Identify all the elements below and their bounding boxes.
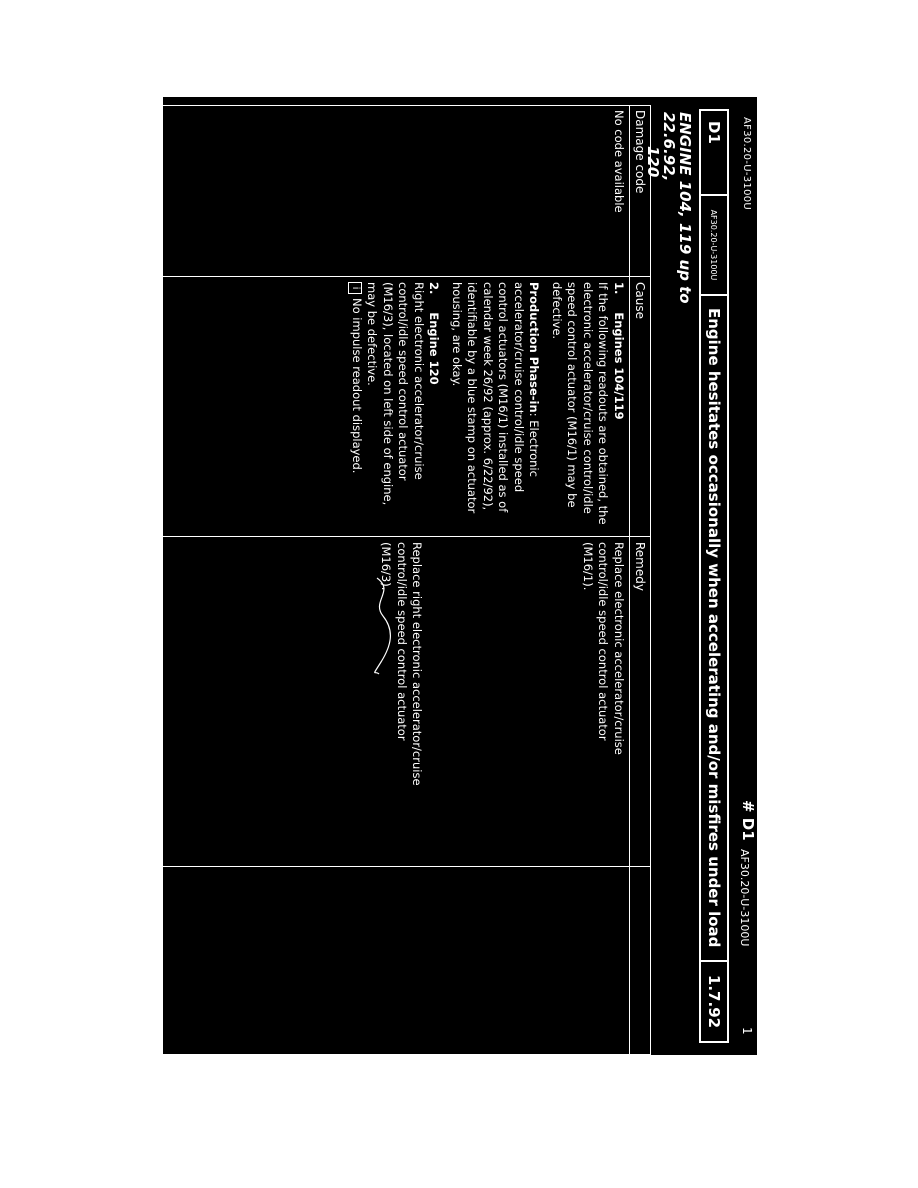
title-bar-date: 1.7.92 [705,974,723,1029]
header-remedy: Remedy [633,542,647,591]
title-bar-id: D1 [701,111,727,196]
top-ref-code: AF30.20-U-3100U [738,849,751,947]
title-bar [699,109,729,1043]
cause-item1-line: electronic accelerator/cruise control/idle [581,282,595,514]
cause-item1-line: speed control actuator (M16/1) may be [565,282,580,508]
production-line [526,282,542,536]
column-divider [163,536,650,537]
cause-cell [348,282,626,536]
rotated-content [163,97,757,1055]
cause-item2-line: (M16/3), located on left side of engine, [381,282,395,506]
remedy-cell [378,542,626,862]
title-bar-ref: AF30.20-U-3100U [701,196,727,296]
header-cause: Cause [633,282,647,319]
remedy-item1-line: control/idle speed control actuator [596,542,611,741]
diagnosis-table [163,105,651,1055]
cause-item2-line: control/idle speed control actuator [396,282,411,481]
info-note-row [348,282,364,536]
header-divider [629,106,630,1054]
cause-item1-title: Engines 104/119 [612,312,626,420]
production-line-text: : Electronic [527,412,542,477]
pen-mark [365,576,405,676]
cause-item2-number: 2. [427,282,442,295]
remedy-item1-line: Replace electronic accelerator/cruise [612,542,626,755]
remedy-item2-line: (M16/3). [379,542,394,591]
scanned-page [163,97,757,1055]
production-line: control actuators (M16/1) installed as of [496,282,511,513]
column-divider [163,276,650,277]
title-bar-title: Engine hesitates occasionally when accelerating and/or misfires under load [701,296,727,962]
info-note-text: No impulse readout displayed. [350,298,364,474]
info-icon: i [348,282,362,294]
engine-heading [645,112,693,352]
production-line: identifiable by a blue stamp on actuator [465,282,480,514]
production-label: Production Phase-in [527,282,542,413]
remedy-spacer [425,542,580,862]
cause-item2-line: may be defective. [365,282,380,386]
production-line: calendar week 26/92 (approx. 6/22/92), [481,282,495,511]
header-damage-code: Damage code [633,110,647,194]
production-line: accelerator/cruise control/idle speed [512,282,526,493]
production-line: housing, are okay. [450,282,464,387]
remedy-item2-line: Replace right electronic accelerator/cruise [410,542,425,786]
cause-item1-number: 1. [612,282,626,295]
cause-item2-heading [426,282,442,536]
cause-item2-title: Engine 120 [427,312,442,385]
cause-item1-line: If the following readouts are obtained, the [596,282,611,525]
engine-heading-line2: 120 [644,146,662,178]
cause-item2-line: Right electronic accelerator/cruise [412,282,426,480]
column-divider [163,866,650,867]
engine-heading-line1: ENGINE 104, 119 up to 22.6.92, [660,112,694,304]
cause-item1-line: defective. [550,282,564,340]
remedy-item2-line: control/idle speed control actuator [395,542,409,741]
top-document-code: AF30.20-U-3100U [741,117,752,211]
hash-id: # D1 [739,800,757,841]
pen-mark-stroke [375,578,391,674]
remedy-item1-line: (M16/1). [581,542,595,591]
damage-code-value: No code available [612,110,626,213]
page-number: 1 [740,1027,754,1035]
cause-item1-heading [611,282,627,536]
